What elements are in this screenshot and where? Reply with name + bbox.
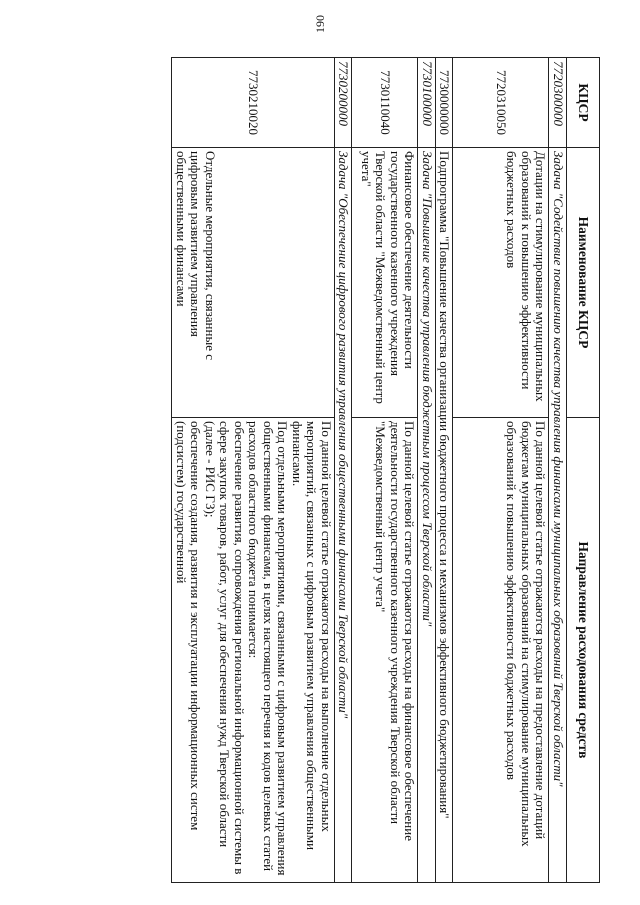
- task-title: Задача "Обеспечение цифрового развития управления общественными финансами Тверской области": [335, 148, 353, 883]
- column-header-code: КЦСР: [567, 58, 600, 148]
- table-row-task: [418, 58, 436, 883]
- table-row: [352, 58, 418, 883]
- row-name: Отдельные мероприятия, связанные с цифровым развитием управления общественными финансами: [172, 148, 335, 418]
- rotated-page-content: [95, 57, 600, 882]
- row-name: Дотации на стимулирование муниципальных образований к повышению эффективности бюджетных расходов: [453, 148, 549, 418]
- row-code: 7720300000: [549, 58, 567, 148]
- row-description: По данной целевой статье отражаются расходы на предоставление дотаций бюджетам муниципальных образований на стимулирование муниципальных образований к повышению эффективности бюджетных расходов: [453, 418, 549, 883]
- row-code: 7730110040: [352, 58, 418, 148]
- page-number: 190: [312, 15, 327, 33]
- subprogram-title: Подпрограмма "Повышение качества организации бюджетного процесса и механизмов эффективного бюджетирования": [436, 148, 454, 883]
- table-row-subprogram: [436, 58, 454, 883]
- description-paragraph: По данной целевой статье отражаются расходы на выполнение отдельных мероприятий, связанных с цифровым развитием управления общественными финансами.: [290, 421, 334, 851]
- table-header-row: [567, 58, 600, 883]
- column-header-direction: Направление расходования средств: [567, 418, 600, 883]
- column-header-name: Наименование КЦСР: [567, 148, 600, 418]
- row-code: 7730210020: [172, 58, 335, 148]
- description-paragraph: обеспечение развития, сопровождения региональной информационной системы в сфере закупок товаров, работ, услуг для обеспечения нужд Тверской области (далее - РИС ГЗ);: [203, 421, 247, 875]
- table-row-task: [549, 58, 567, 883]
- row-code: 7720310050: [453, 58, 549, 148]
- task-title: Задача "Содействие повышению качества управления финансами муниципальных образований Тверской области": [549, 148, 567, 883]
- description-paragraph: Под отдельными мероприятиями, связанными с цифровым развитием управления общественными финансами, в целях настоящего перечня и кодов целевых статей расходов областного бюджета понимается:: [246, 421, 291, 876]
- row-code: 7730000000: [436, 58, 454, 148]
- task-title: Задача "Повышение качества управления бюджетным процессом Тверской области": [418, 148, 436, 883]
- row-description: [172, 418, 335, 883]
- budget-codes-table: [172, 57, 601, 883]
- row-code: 7730200000: [335, 58, 353, 148]
- table-row: [453, 58, 549, 883]
- table-row-task: [335, 58, 353, 883]
- row-description: По данной целевой статье отражаются расходы на финансовое обеспечение деятельности государственного казенного учреждения Тверской области "Межведомственный центр учета": [352, 418, 418, 883]
- description-paragraph: обеспечение создания, развития и эксплуатации информационных систем (подсистем) государственной: [174, 421, 204, 831]
- row-code: 7730100000: [418, 58, 436, 148]
- row-name: Финансовое обеспечение деятельности государственного казенного учреждения Тверской области "Межведомственный центр учета": [352, 148, 418, 418]
- table-row: [172, 58, 335, 883]
